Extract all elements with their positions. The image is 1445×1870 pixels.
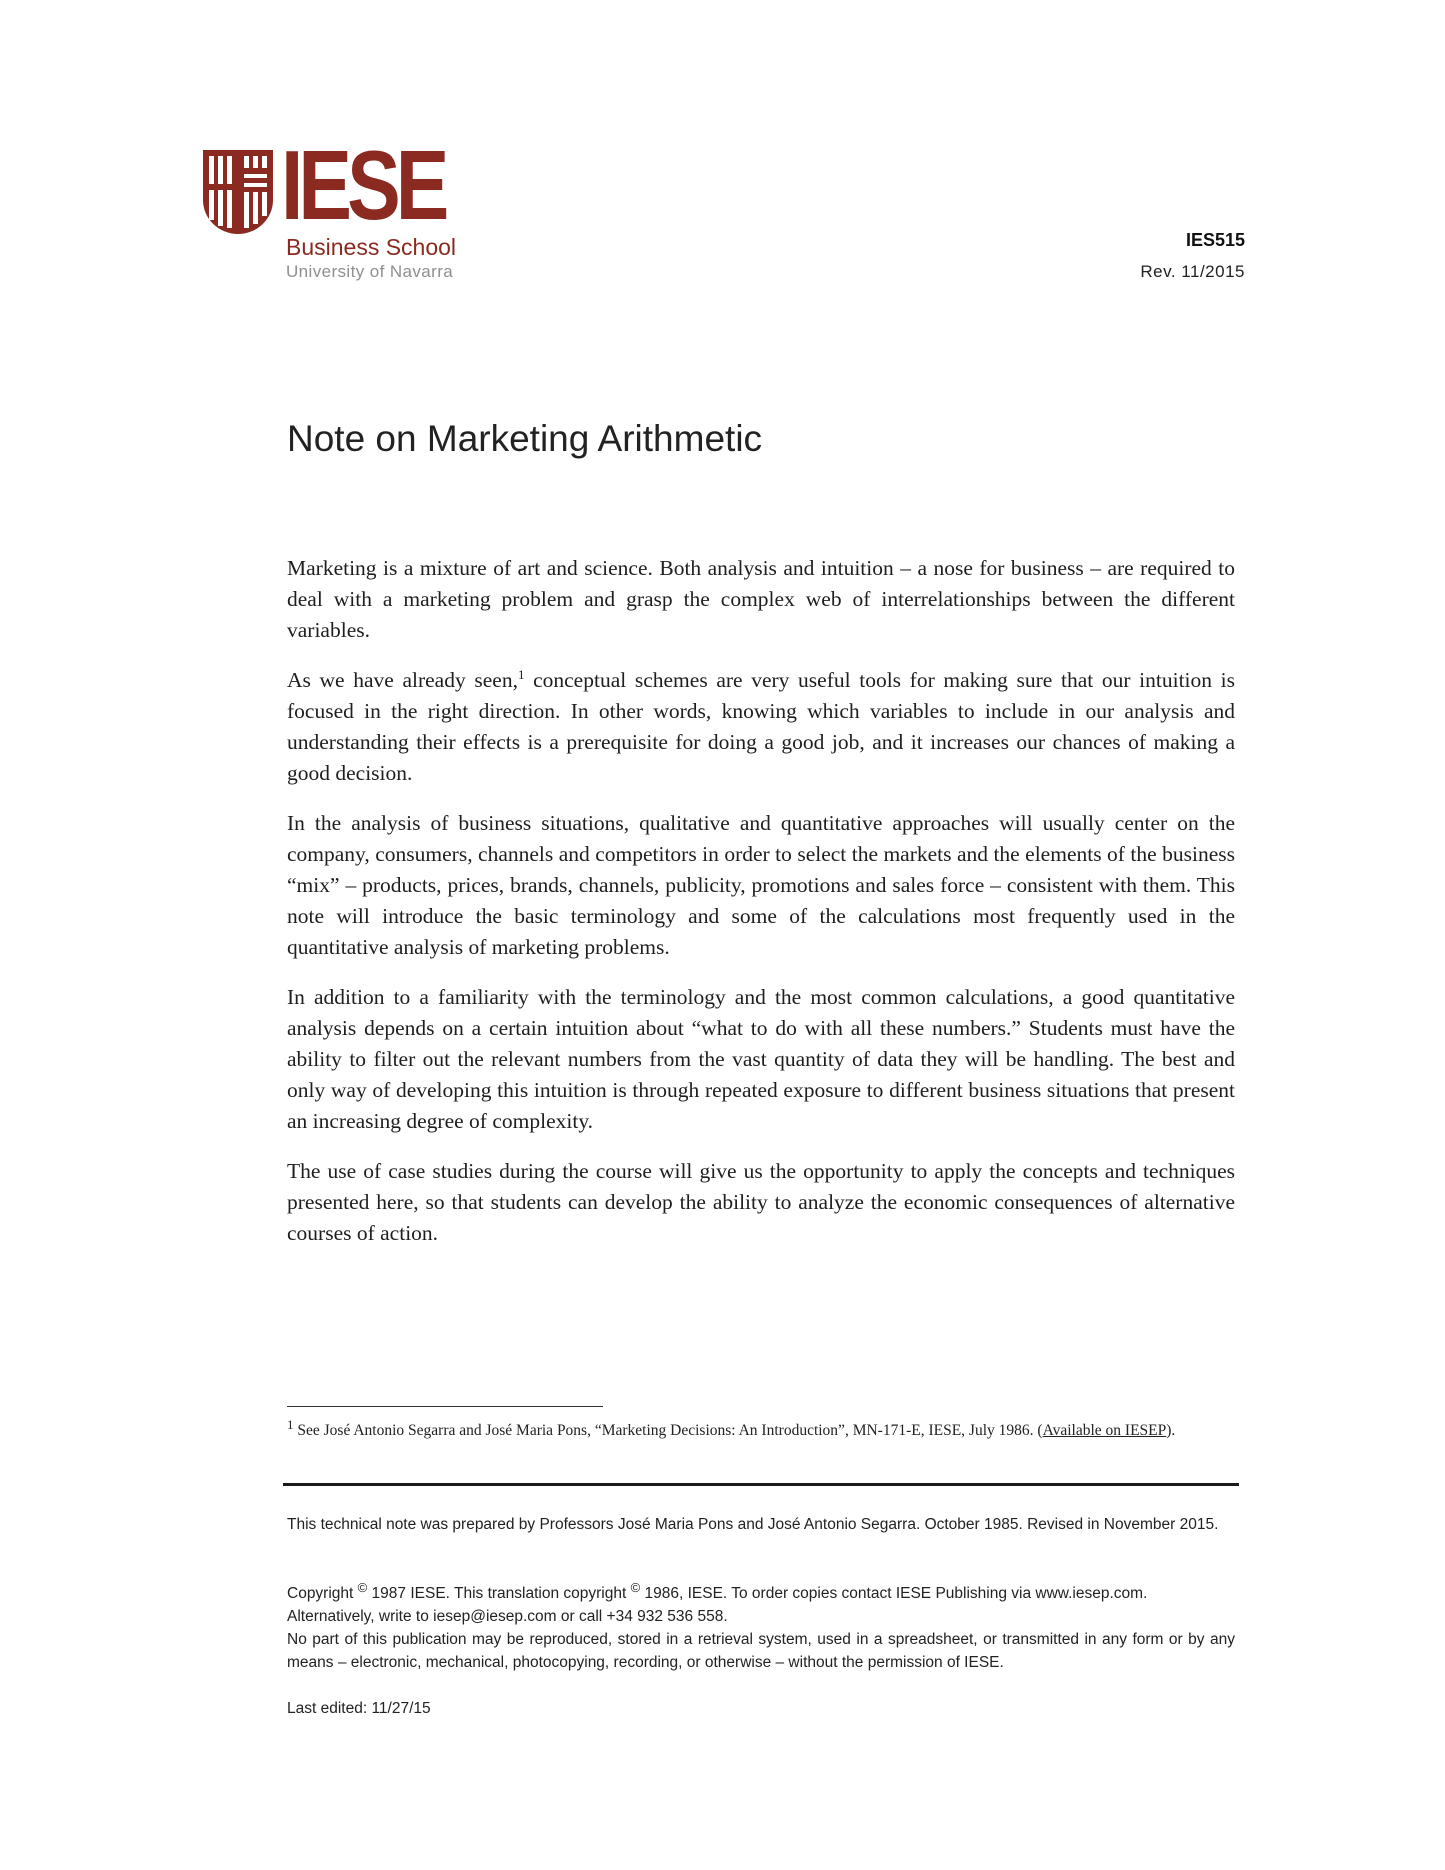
- copyright-text: [287, 1579, 1235, 1605]
- paragraph-text: conceptual schemes are very useful tools for making sure that our intuition is focused in the right direction. In other words, knowing which variables to include in our analysis and understanding their effects is a prerequisite for doing a good job, and it increases our chances of making a good decision.: [287, 668, 1235, 785]
- contact-text: Alternatively, write to iesep@iesep.com or call +34 932 536 558.: [287, 1608, 728, 1625]
- copyright-block: [287, 1579, 1235, 1674]
- logo-school-name: Business School: [286, 234, 457, 260]
- last-edited-text: Last edited: 11/27/15: [287, 1700, 431, 1717]
- footnote-reference: 1: [517, 666, 525, 682]
- prepared-by-text: This technical note was prepared by Professors José Maria Pons and José Antonio Segarra. October 1985. Revised in November 2015.: [287, 1516, 1219, 1533]
- copyright-part: 1987 IESE. This translation copyright: [367, 1585, 631, 1602]
- iesep-link[interactable]: Available on IESEP: [1042, 1422, 1167, 1439]
- copyright-part: Copyright: [287, 1585, 358, 1602]
- paragraph: In addition to a familiarity with the terminology and the most common calculations, a good quantitative analysis depends on a certain intuition about “what to do with all these numbers.” Students must have the ability to filter out the relevant numbers from the vast quantity of data they will be handling. The best and only way of developing this intuition is through repeated exposure to different business situations that present an increasing degree of complexity.: [287, 985, 1235, 1133]
- preparation-note: [287, 1513, 1235, 1536]
- iese-logo: [203, 130, 463, 286]
- revision-date: Rev. 11/2015: [1140, 262, 1245, 281]
- copyright-part: 1986, IESE. To order copies contact IESE Publishing via www.iesep.com.: [640, 1585, 1148, 1602]
- rights-text: No part of this publication may be reproduced, stored in a retrieval system, used in a spreadsheet, or transmitted in any form or by any means – electronic, mechanical, photocopying, recording, or otherwise – without the permission of IESE.: [287, 1631, 1235, 1671]
- footnote-marker: 1: [287, 1416, 294, 1432]
- document-title: Note on Marketing Arithmetic: [287, 418, 763, 459]
- document-body: [287, 553, 1235, 1268]
- section-divider: [283, 1483, 1239, 1486]
- copyright-symbol: ©: [630, 1579, 641, 1595]
- paragraph: In the analysis of business situations, qualitative and quantitative approaches will usually center on the company, consumers, channels and competitors in order to select the markets and the elements of the business “mix” – products, prices, brands, channels, publicity, promotions and sales force – consistent with them. This note will introduce the basic terminology and some of the calculations most frequently used in the quantitative analysis of marketing problems.: [287, 811, 1235, 959]
- footnote-close: ).: [1166, 1422, 1176, 1439]
- footnote-text: See José Antonio Segarra and José Maria Pons, “Marketing Decisions: An Introduction”, MN-171-E, IESE, July 1986. (: [293, 1422, 1043, 1439]
- footnote-divider: [287, 1406, 603, 1407]
- document-code: IES515: [1185, 230, 1245, 250]
- copyright-symbol: ©: [357, 1579, 368, 1595]
- logo-university-name: University of Navarra: [286, 262, 454, 281]
- paragraph: [287, 665, 1235, 789]
- paragraph: The use of case studies during the course will give us the opportunity to apply the concepts and techniques presented here, so that students can develop the ability to analyze the economic consequences of alternative courses of action.: [287, 1159, 1235, 1245]
- logo-wordmark: IESE: [281, 130, 445, 240]
- iese-crest-icon: [203, 150, 273, 234]
- paragraph-text: As we have already seen,: [287, 668, 518, 692]
- paragraph: Marketing is a mixture of art and science. Both analysis and intuition – a nose for business – are required to deal with a marketing problem and grasp the complex web of interrelationships between the different variables.: [287, 556, 1235, 642]
- last-edited: [287, 1697, 1235, 1720]
- footnote: [287, 1416, 1235, 1442]
